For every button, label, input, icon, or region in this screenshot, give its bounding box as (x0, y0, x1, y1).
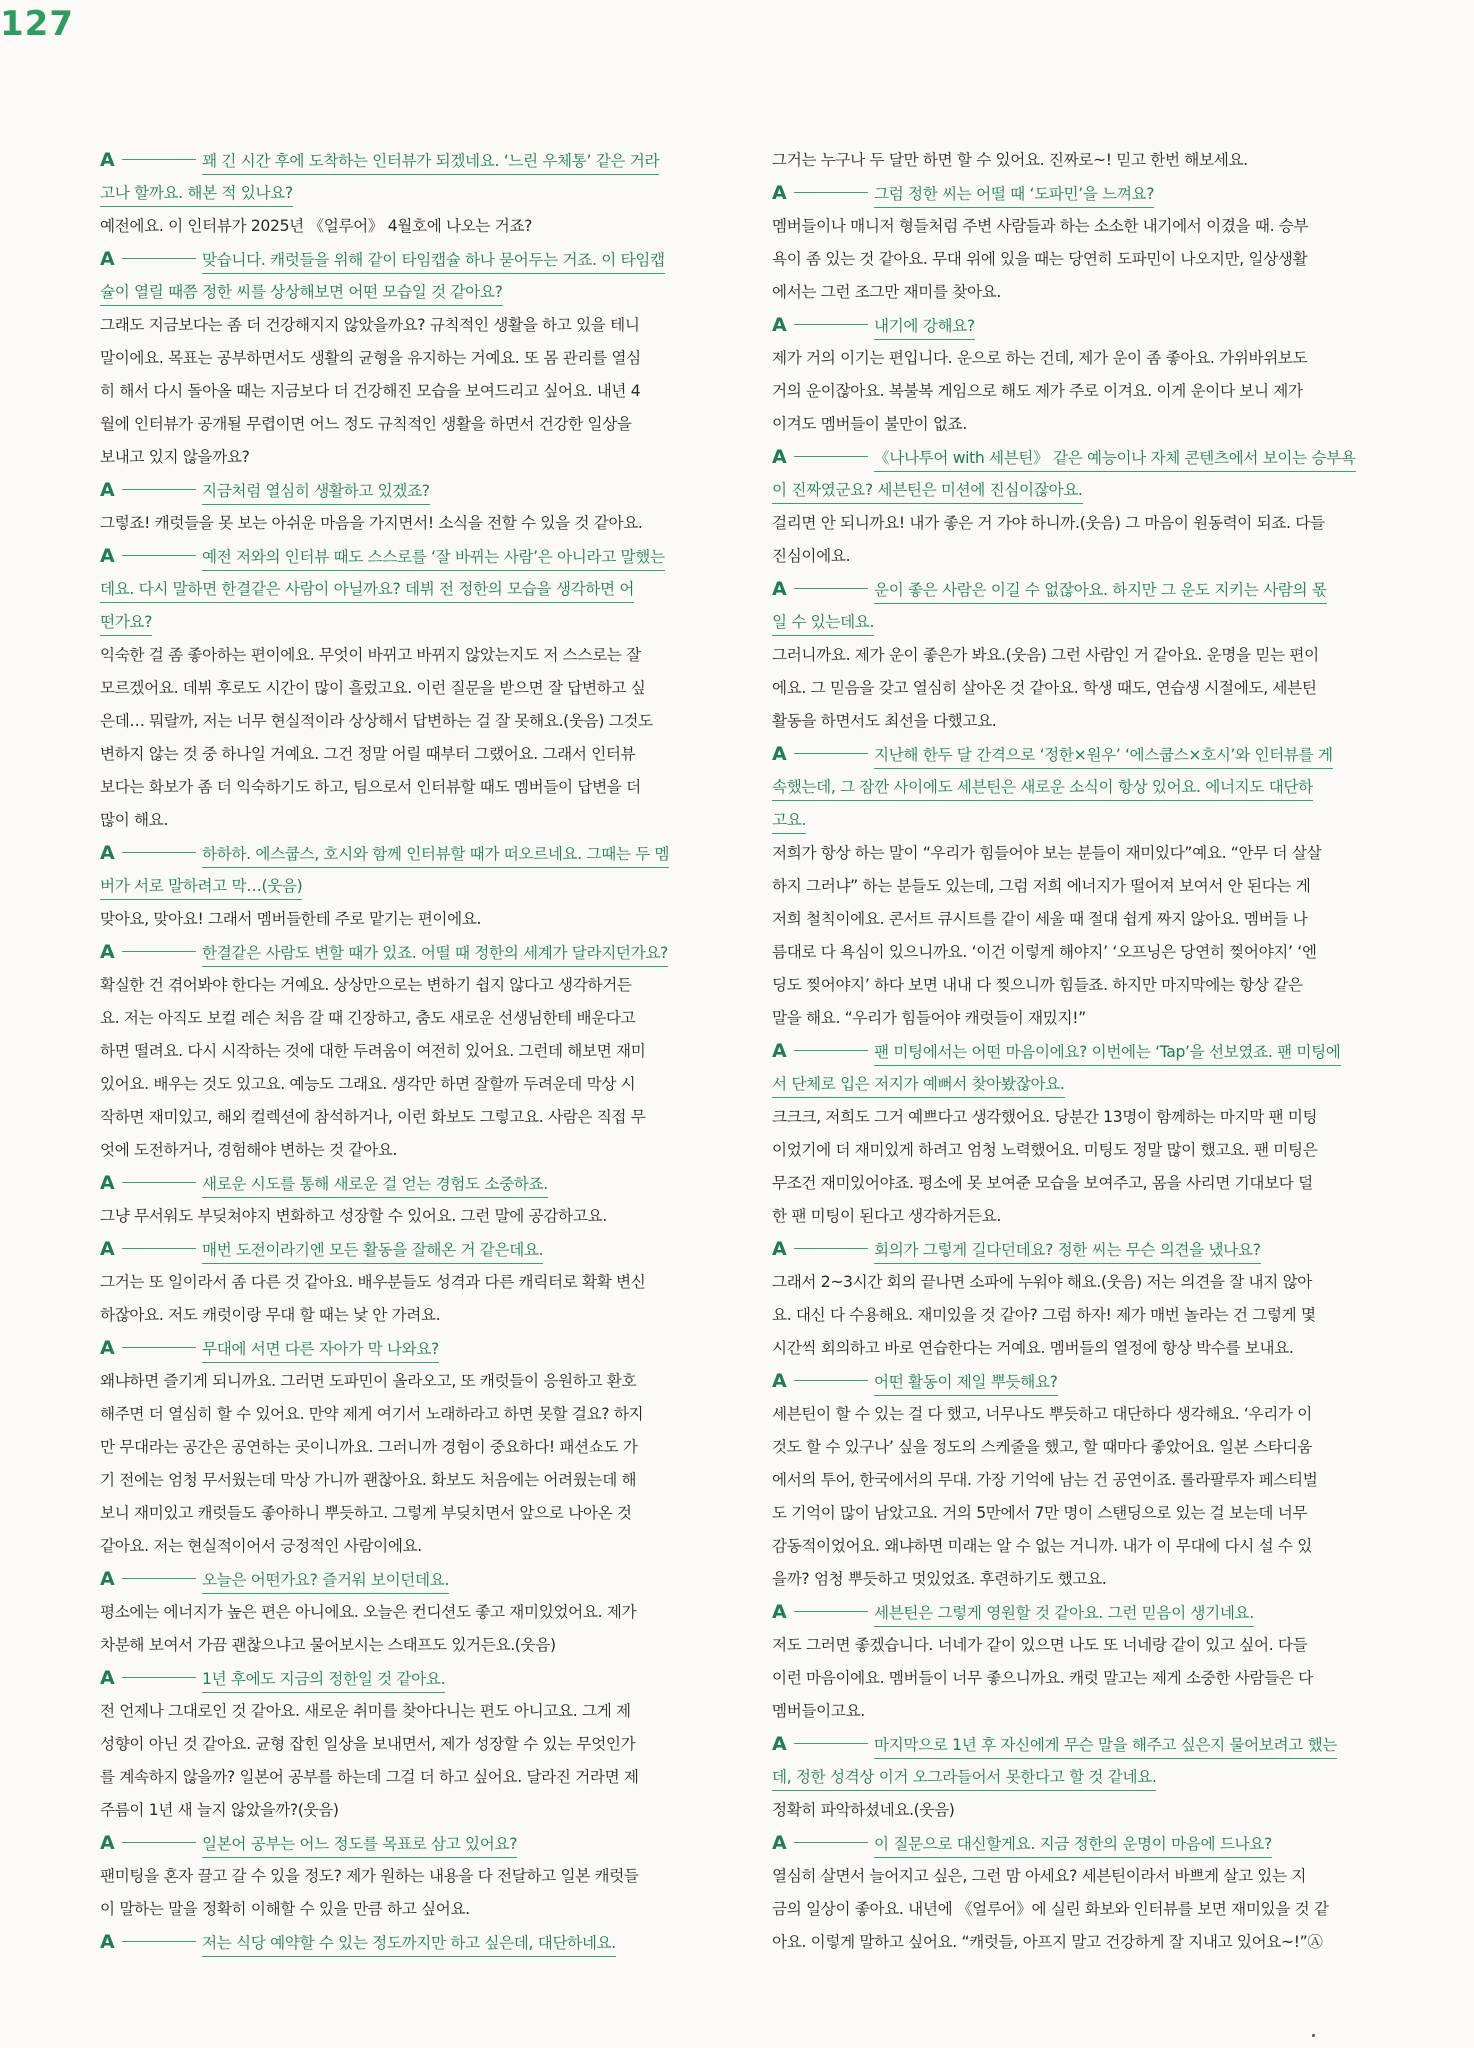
answer-text: 저희가 항상 하는 말이 “우리가 힘들어야 보는 분들이 재미있다”예요. “안무 더 살살 (772, 844, 1322, 862)
question-text: 서 단체로 입은 저지가 예뻐서 찾아봤잖아요. (772, 1071, 1065, 1098)
answer-line (772, 705, 1374, 738)
answer-text: 시간씩 회의하고 바로 연습한다는 거예요. 멤버들의 열정에 항상 박수를 보내요. (772, 1339, 1294, 1357)
answer-text: 맞아요, 맞아요! 그래서 멤버들한테 주로 맡기는 편이에요. (100, 910, 482, 928)
answer-line (772, 1497, 1374, 1530)
answer-line (100, 903, 702, 936)
answer-line (772, 1893, 1374, 1926)
question-marker: A (772, 1733, 787, 1755)
answer-line (772, 1134, 1374, 1167)
question-marker: A (100, 1832, 115, 1854)
answer-line (100, 1761, 702, 1794)
answer-text: 만 무대라는 공간은 공연하는 곳이니까요. 그러니까 경험이 중요하다! 패션쇼도 가 (100, 1438, 638, 1456)
answer-line (100, 507, 702, 540)
question-line (100, 243, 702, 276)
answer-text: 제가 거의 이기는 편입니다. 운으로 하는 건데, 제가 운이 좀 좋아요. 가위바위보도 (772, 349, 1308, 367)
answer-text: 보내고 있지 않을까요? (100, 448, 250, 466)
question-text: 꽤 긴 시간 후에 도착하는 인터뷰가 되겠네요. ‘느린 우체통’ 같은 거라 (202, 148, 659, 175)
answer-line (772, 1860, 1374, 1893)
question-text: 고나 할까요. 해본 적 있나요? (100, 180, 293, 207)
answer-text: 있어요. 배우는 것도 있고요. 예능도 그래요. 생각만 하면 잘할까 두려운데 막상 시 (100, 1075, 636, 1093)
answer-text: 활동을 하면서도 최선을 다했고요. (772, 712, 997, 730)
question-marker: A (100, 1337, 115, 1359)
answer-text: 하지 그러냐” 하는 분들도 있는데, 그럼 저희 에너지가 떨어져 보여서 안 된다는 게 (772, 877, 1311, 895)
answer-text: 멤버들이고요. (772, 1702, 865, 1720)
answer-text: 같아요. 저는 현실적이어서 긍정적인 사람이에요. (100, 1537, 422, 1555)
question-line (100, 1662, 702, 1695)
answer-text: 감동적이었어요. 왜냐하면 미래는 알 수 없는 거니까. 내가 이 무대에 다시 설 수 있 (772, 1537, 1312, 1555)
answer-text: 변하지 않는 것 중 하나일 거예요. 그건 정말 어릴 때부터 그랬어요. 그래서 인터뷰 (100, 745, 636, 763)
answer-line (100, 1695, 702, 1728)
answer-line (100, 1365, 702, 1398)
answer-line (772, 144, 1374, 177)
question-rule (122, 1841, 196, 1843)
answer-text: 그래서 2~3시간 회의 끝나면 소파에 누워야 해요.(웃음) 저는 의견을 잘 내지 않아 (772, 1273, 1313, 1291)
question-line (100, 837, 702, 870)
question-text: 슐이 열릴 때쯤 정한 씨를 상상해보면 어떤 모습일 것 같아요? (100, 279, 503, 306)
answer-text: 도 기억이 많이 남았고요. 거의 5만에서 7만 명이 스탠딩으로 있는 걸 보는데 너무 (772, 1504, 1308, 1522)
answer-line (100, 672, 702, 705)
question-marker: A (100, 1172, 115, 1194)
question-rule (122, 1247, 196, 1249)
question-marker: A (772, 446, 787, 468)
article-column-right (772, 144, 1374, 1959)
answer-text: 평소에는 에너지가 높은 편은 아니에요. 오늘은 컨디션도 좋고 재미있었어요. 제가 (100, 1603, 637, 1621)
question-rule (794, 1049, 868, 1051)
answer-line (100, 1299, 702, 1332)
question-marker: A (100, 1667, 115, 1689)
question-text: 예전 저와의 인터뷰 때도 스스로를 ‘잘 바뀌는 사람’은 아니라고 말했는 (202, 544, 665, 571)
answer-line (100, 771, 702, 804)
question-text: 저는 식당 예약할 수 있는 정도까지만 하고 싶은데, 대단하네요. (202, 1930, 616, 1957)
answer-line (772, 1629, 1374, 1662)
answer-text: 그렇죠! 캐럿들을 못 보는 아쉬운 마음을 가지면서! 소식을 전할 수 있을 것 같아요. (100, 514, 643, 532)
answer-text: 말이에요. 목표는 공부하면서도 생활의 균형을 유지하는 거예요. 또 몸 관리를 열심 (100, 349, 641, 367)
answer-text: 걸리면 안 되니까요! 내가 좋은 거 가야 하니까.(웃음) 그 마음이 원동력이 되죠. 다들 (772, 514, 1325, 532)
answer-line (772, 639, 1374, 672)
answer-text: 멤버들이나 매니저 형들처럼 주변 사람들과 하는 소소한 내기에서 이겼을 때. 승부 (772, 217, 1309, 235)
answer-line (772, 837, 1374, 870)
question-text: 속했는데, 그 잠깐 사이에도 세븐틴은 새로운 소식이 항상 있어요. 에너지도 대단하 (772, 774, 1313, 801)
answer-text: 욕이 좀 있는 것 같아요. 무대 위에 있을 때는 당연히 도파민이 나오지만, 일상생활 (772, 250, 1308, 268)
question-rule (122, 158, 196, 160)
question-text: 맞습니다. 캐럿들을 위해 같이 타임캡슐 하나 묻어두는 거죠. 이 타임캡 (202, 247, 665, 274)
question-text: 운이 좋은 사람은 이길 수 없잖아요. 하지만 그 운도 지키는 사람의 몫 (874, 577, 1327, 604)
question-text: 어떤 활동이 제일 뿌듯해요? (874, 1369, 1058, 1396)
question-line (772, 474, 1374, 507)
question-text: 이 진짜였군요? 세븐틴은 미션에 진심이잖아요. (772, 477, 1083, 504)
question-text: 새로운 시도를 통해 새로운 걸 얻는 경험도 소중하죠. (202, 1171, 548, 1198)
question-text: 세븐틴은 그렇게 영원할 것 같아요. 그런 믿음이 생기네요. (874, 1600, 1254, 1627)
answer-text: 저희 철칙이에요. 콘서트 큐시트를 같이 세울 때 절대 쉽게 짜지 않아요. 멤버들 나 (772, 910, 1308, 928)
question-rule (122, 554, 196, 556)
answer-text: 이었기에 더 재미있게 하려고 엄청 노력했어요. 미팅도 정말 많이 했고요. 팬 미팅은 (772, 1141, 1318, 1159)
question-text: 그럼 정한 씨는 어떨 때 ‘도파민’을 느껴요? (874, 181, 1154, 208)
answer-line (100, 969, 702, 1002)
answer-text: 은데… 뭐랄까, 저는 너무 현실적이라 상상해서 답변하는 걸 잘 못해요.(웃음) 그것도 (100, 712, 653, 730)
question-rule (122, 1346, 196, 1348)
question-rule (122, 1577, 196, 1579)
answer-line (772, 408, 1374, 441)
answer-text: 하잖아요. 저도 캐럿이랑 무대 할 때는 낯 안 가려요. (100, 1306, 441, 1324)
answer-line (772, 903, 1374, 936)
question-text: 1년 후에도 지금의 정한일 것 같아요. (202, 1666, 445, 1693)
question-line (100, 1563, 702, 1596)
answer-text: 그러니까요. 제가 운이 좋은가 봐요.(웃음) 그런 사람인 거 같아요. 운명을 믿는 편이 (772, 646, 1319, 664)
question-marker: A (100, 479, 115, 501)
question-text: 이 질문으로 대신할게요. 지금 정한의 운명이 마음에 드나요? (874, 1831, 1272, 1858)
question-line (772, 1596, 1374, 1629)
page-number: 127 (0, 4, 74, 44)
question-line (772, 1035, 1374, 1068)
answer-line (772, 1101, 1374, 1134)
question-marker: A (772, 314, 787, 336)
question-text: 오늘은 어떤가요? 즐거워 보이던데요. (202, 1567, 449, 1594)
question-text: 한결같은 사람도 변할 때가 있죠. 어떨 때 정한의 세계가 달라지던가요? (202, 940, 668, 967)
answer-text: 확실한 건 겪어봐야 한다는 거예요. 상상만으로는 변하기 쉽지 않다고 생각하거든 (100, 976, 632, 994)
question-line (100, 1332, 702, 1365)
answer-line (772, 1530, 1374, 1563)
question-rule (794, 191, 868, 193)
question-line (772, 771, 1374, 804)
answer-text: 름대로 다 욕심이 있으니까요. ‘이건 이렇게 해야지’ ‘오프닝은 당연히 찢어야지’ ‘엔 (772, 943, 1317, 961)
question-line (100, 474, 702, 507)
answer-line (100, 309, 702, 342)
answer-line (772, 243, 1374, 276)
question-text: 회의가 그렇게 길다던데요? 정한 씨는 무슨 의견을 냈나요? (874, 1237, 1261, 1264)
question-marker: A (100, 1568, 115, 1590)
question-text: 떤가요? (100, 609, 152, 636)
answer-line (100, 1530, 702, 1563)
answer-line (100, 1101, 702, 1134)
answer-text: 팬미팅을 혼자 끌고 갈 수 있을 정도? 제가 원하는 내용을 다 전달하고 일본 캐럿들 (100, 1867, 639, 1885)
answer-line (772, 1464, 1374, 1497)
answer-line (772, 1695, 1374, 1728)
question-line (772, 606, 1374, 639)
question-rule (794, 1379, 868, 1381)
answer-text: 성향이 아닌 것 같아요. 균형 잡힌 일상을 보내면서, 제가 성장할 수 있는 무엇인가 (100, 1735, 636, 1753)
speck-mark (1312, 2034, 1315, 2037)
answer-line (100, 1068, 702, 1101)
answer-text: 예전에요. 이 인터뷰가 2025년 《얼루어》 4월호에 나오는 거죠? (100, 217, 533, 235)
question-line (100, 144, 702, 177)
answer-text: 모르겠어요. 데뷔 후로도 시간이 많이 흘렀고요. 이런 질문을 받으면 잘 답변하고 싶 (100, 679, 646, 697)
answer-line (772, 276, 1374, 309)
answer-text: 을까? 엄청 뿌듯하고 멋있었죠. 후련하기도 했고요. (772, 1570, 1107, 1588)
answer-line (100, 1398, 702, 1431)
question-rule (794, 1841, 868, 1843)
answer-text: 저도 그러면 좋겠습니다. 너네가 같이 있으면 나도 또 너네랑 같이 있고 싶어. 다들 (772, 1636, 1308, 1654)
question-marker: A (100, 1238, 115, 1260)
answer-text: 작하면 재미있고, 해외 컬렉션에 참석하거나, 이런 화보도 그렇고요. 사람은 직접 무 (100, 1108, 646, 1126)
answer-text: 진심이에요. (772, 547, 851, 565)
answer-text: 하면 떨려요. 다시 시작하는 것에 대한 두려움이 여전히 있어요. 그런데 해보면 재미 (100, 1042, 646, 1060)
question-rule (122, 950, 196, 952)
question-line (100, 606, 702, 639)
answer-text: 그냥 무서워도 부딪쳐야지 변화하고 성장할 수 있어요. 그런 말에 공감하고요. (100, 1207, 607, 1225)
article-column-left (100, 144, 702, 1959)
answer-text: 이런 마음이에요. 멤버들이 너무 좋으니까요. 캐럿 말고는 제게 소중한 사람들은 다 (772, 1669, 1313, 1687)
question-line (772, 1068, 1374, 1101)
answer-line (772, 1662, 1374, 1695)
answer-line (772, 1332, 1374, 1365)
question-line (772, 177, 1374, 210)
question-rule (794, 752, 868, 754)
answer-line (100, 804, 702, 837)
question-text: 마지막으로 1년 후 자신에게 무슨 말을 해주고 싶은지 물어보려고 했는 (874, 1732, 1337, 1759)
answer-line (772, 936, 1374, 969)
answer-line (100, 1860, 702, 1893)
question-rule (122, 257, 196, 259)
answer-text: 전 언제나 그대로인 것 같아요. 새로운 취미를 찾아다니는 편도 아니고요. 그게 제 (100, 1702, 631, 1720)
question-line (772, 441, 1374, 474)
answer-text: 주름이 1년 새 늘지 않았을까?(웃음) (100, 1801, 339, 1819)
answer-line (772, 1200, 1374, 1233)
question-line (772, 1728, 1374, 1761)
answer-text: 보니 재미있고 캐럿들도 좋아하니 뿌듯하고. 그렇게 부딪치면서 앞으로 나아온 것 (100, 1504, 632, 1522)
question-rule (122, 851, 196, 853)
answer-line (772, 1794, 1374, 1827)
question-marker: A (100, 149, 115, 171)
question-line (100, 573, 702, 606)
question-text: 일본어 공부는 어느 정도를 목표로 삼고 있어요? (202, 1831, 517, 1858)
question-line (772, 1761, 1374, 1794)
answer-text: 차분해 보여서 가끔 괜찮으냐고 물어보시는 스태프도 있거든요.(웃음) (100, 1636, 556, 1654)
answer-line (772, 342, 1374, 375)
question-marker: A (772, 1601, 787, 1623)
question-rule (122, 488, 196, 490)
answer-line (772, 870, 1374, 903)
question-line (100, 1233, 702, 1266)
answer-text: 열심히 살면서 늘어지고 싶은, 그런 맘 아세요? 세븐틴이라서 바쁘게 살고 있는 지 (772, 1867, 1307, 1885)
answer-text: 기 전에는 엄청 무서웠는데 막상 가니까 괜찮아요. 화보도 처음에는 어려웠는데 해 (100, 1471, 637, 1489)
answer-text: 엇에 도전하거나, 경험해야 변하는 것 같아요. (100, 1141, 398, 1159)
answer-text: 세븐틴이 할 수 있는 걸 다 했고, 너무나도 뿌듯하고 대단하다 생각해요. ‘우리가 이 (772, 1405, 1312, 1423)
question-line (100, 177, 702, 210)
question-marker: A (772, 1832, 787, 1854)
question-line (772, 1233, 1374, 1266)
answer-text: 에서는 그런 조그만 재미를 찾아요. (772, 283, 1002, 301)
question-rule (794, 1247, 868, 1249)
answer-line (100, 1200, 702, 1233)
answer-text: 왜냐하면 즐기게 되니까요. 그러면 도파민이 올라오고, 또 캐럿들이 응원하고 환호 (100, 1372, 637, 1390)
question-line (100, 276, 702, 309)
answer-text: 이 말하는 말을 정확히 이해할 수 있을 만큼 하고 싶어요. (100, 1900, 470, 1918)
answer-line (100, 1134, 702, 1167)
answer-text: 거의 운이잖아요. 복불복 게임으로 해도 제가 주로 이겨요. 이게 운이다 보니 제가 (772, 382, 1303, 400)
answer-line (100, 1497, 702, 1530)
answer-line (772, 672, 1374, 705)
answer-line (772, 1563, 1374, 1596)
answer-line (772, 1002, 1374, 1035)
answer-text: 보다는 화보가 좀 더 익숙하기도 하고, 팀으로서 인터뷰할 때도 멤버들이 답변을 더 (100, 778, 641, 796)
question-line (100, 540, 702, 573)
question-marker: A (100, 842, 115, 864)
question-text: 무대에 서면 다른 자아가 막 나와요? (202, 1336, 439, 1363)
answer-text: 에요. 그 믿음을 갖고 열심히 살아온 것 같아요. 학생 때도, 연습생 시절에도, 세븐틴 (772, 679, 1317, 697)
answer-line (772, 375, 1374, 408)
question-text: 《나나투어 with 세븐틴》 같은 예능이나 자체 콘텐츠에서 보이는 승부욕 (874, 445, 1356, 472)
question-line (100, 936, 702, 969)
question-marker: A (772, 578, 787, 600)
question-marker: A (772, 1370, 787, 1392)
question-text: 일 수 있는데요. (772, 609, 874, 636)
answer-line (100, 1596, 702, 1629)
answer-line (772, 1431, 1374, 1464)
answer-line (100, 1431, 702, 1464)
question-line (100, 1827, 702, 1860)
answer-text: 그래도 지금보다는 좀 더 건강해지지 않았을까요? 규칙적인 생활을 하고 있을 테니 (100, 316, 640, 334)
question-line (772, 1827, 1374, 1860)
question-marker: A (100, 545, 115, 567)
question-text: 팬 미팅에서는 어떤 마음이에요? 이번에는 ‘Tap’을 선보였죠. 팬 미팅에 (874, 1039, 1341, 1066)
answer-line (100, 1629, 702, 1662)
question-line (100, 1926, 702, 1959)
question-marker: A (100, 941, 115, 963)
answer-line (100, 375, 702, 408)
question-text: 버가 서로 말하려고 막…(웃음) (100, 873, 302, 900)
question-rule (794, 1742, 868, 1744)
answer-line (772, 1398, 1374, 1431)
answer-text: 요. 저는 아직도 보컬 레슨 처음 갈 때 긴장하고, 춤도 새로운 선생님한테 배운다고 (100, 1009, 636, 1027)
answer-line (772, 1299, 1374, 1332)
question-line (100, 870, 702, 903)
answer-line (772, 210, 1374, 243)
answer-line (100, 639, 702, 672)
question-text: 데, 정한 성격상 이거 오그라들어서 못한다고 할 것 같네요. (772, 1764, 1156, 1791)
answer-line (100, 705, 702, 738)
question-text: 지금처럼 열심히 생활하고 있겠죠? (202, 478, 430, 505)
answer-text: 한 팬 미팅이 된다고 생각하거든요. (772, 1207, 1002, 1225)
answer-line (772, 969, 1374, 1002)
answer-line (100, 342, 702, 375)
answer-text: 무조건 재미있어야죠. 평소에 못 보여준 모습을 보여주고, 몸을 사리면 기대보다 덜 (772, 1174, 1313, 1192)
answer-line (772, 1167, 1374, 1200)
answer-line (100, 441, 702, 474)
question-marker: A (772, 743, 787, 765)
answer-text: 에서의 투어, 한국에서의 무대. 가장 기억에 남는 건 공연이죠. 롤라팔루자 페스티벌 (772, 1471, 1318, 1489)
answer-text: 그거는 누구나 두 달만 하면 할 수 있어요. 진짜로~! 믿고 한번 해보세요. (772, 151, 1248, 169)
question-line (772, 804, 1374, 837)
answer-text: 많이 해요. (100, 811, 169, 829)
answer-text: 월에 인터뷰가 공개될 무렵이면 어느 정도 규칙적인 생활을 하면서 건강한 일상을 (100, 415, 632, 433)
answer-line (100, 1464, 702, 1497)
answer-line (100, 1266, 702, 1299)
answer-text: 이겨도 멤버들이 불만이 없죠. (772, 415, 967, 433)
question-line (772, 309, 1374, 342)
question-rule (794, 455, 868, 457)
answer-line (100, 1035, 702, 1068)
question-rule (122, 1181, 196, 1183)
question-text: 하하하. 에스쿱스, 호시와 함께 인터뷰할 때가 떠오르네요. 그때는 두 멤 (202, 841, 669, 868)
answer-text: 해주면 더 열심히 할 수 있어요. 만약 제게 여기서 노래하라고 하면 못할 걸요? 하지 (100, 1405, 644, 1423)
answer-line (100, 210, 702, 243)
answer-line (100, 1002, 702, 1035)
question-text: 지난해 한두 달 간격으로 ‘정한×원우’ ‘에스쿱스×호시’와 인터뷰를 게 (874, 742, 1333, 769)
question-line (772, 1365, 1374, 1398)
answer-text: 히 해서 다시 돌아올 때는 지금보다 더 건강해진 모습을 보여드리고 싶어요. 내년 4 (100, 382, 641, 400)
answer-text: 요. 대신 다 수용해요. 재미있을 것 같아? 그럼 하자! 제가 매번 놀라는 건 그렇게 몇 (772, 1306, 1316, 1324)
answer-line (100, 1794, 702, 1827)
answer-text: 익숙한 걸 좀 좋아하는 편이에요. 무엇이 바뀌고 바뀌지 않았는지도 저 스스로는 잘 (100, 646, 641, 664)
answer-text: 금의 일상이 좋아요. 내년에 《얼루어》에 실린 화보와 인터뷰를 보면 재미있을 것 같 (772, 1900, 1329, 1918)
answer-line (100, 1893, 702, 1926)
question-text: 데요. 다시 말하면 한결같은 사람이 아닐까요? 데뷔 전 정한의 모습을 생각하면 어 (100, 576, 634, 603)
answer-text: 그거는 또 일이라서 좀 다른 것 같아요. 배우분들도 성격과 다른 캐릭터로 확확 변신 (100, 1273, 646, 1291)
answer-text: 정확히 파악하셨네요.(웃음) (772, 1801, 955, 1819)
question-marker: A (100, 1931, 115, 1953)
answer-line (772, 1266, 1374, 1299)
question-line (772, 738, 1374, 771)
question-text: 내기에 강해요? (874, 313, 975, 340)
question-marker: A (772, 182, 787, 204)
answer-line (100, 738, 702, 771)
answer-line (772, 507, 1374, 540)
answer-text: 딩도 찢어야지’ 하다 보면 내내 다 찢으니까 힘들죠. 하지만 마지막에는 항상 같은 (772, 976, 1303, 994)
question-line (100, 1167, 702, 1200)
question-line (772, 573, 1374, 606)
answer-text: 크크크, 저희도 그거 예쁘다고 생각했어요. 당분간 13명이 함께하는 마지막 팬 미팅 (772, 1108, 1318, 1126)
answer-line (772, 1926, 1374, 1959)
question-rule (794, 323, 868, 325)
question-rule (122, 1940, 196, 1942)
answer-text: 것도 할 수 있구나’ 싶을 정도의 스케줄을 했고, 할 때마다 좋았어요. 일본 스타디움 (772, 1438, 1312, 1456)
answer-text: 를 계속하지 않을까? 일본어 공부를 하는데 그걸 더 하고 싶어요. 달라진 거라면 제 (100, 1768, 639, 1786)
question-text: 매번 도전이라기엔 모든 활동을 잘해온 거 같은데요. (202, 1237, 543, 1264)
answer-line (772, 540, 1374, 573)
answer-line (100, 408, 702, 441)
answer-text: 말을 해요. “우리가 힘들어야 캐럿들이 재밌지!” (772, 1009, 1086, 1027)
question-rule (794, 587, 868, 589)
answer-line (100, 1728, 702, 1761)
answer-text: 아요. 이렇게 말하고 싶어요. “캐럿들, 아프지 말고 건강하게 잘 지내고 있어요~!”Ⓐ (772, 1933, 1323, 1951)
question-marker: A (772, 1040, 787, 1062)
question-text: 고요. (772, 807, 806, 834)
question-marker: A (100, 248, 115, 270)
question-marker: A (772, 1238, 787, 1260)
question-rule (122, 1676, 196, 1678)
question-rule (794, 1610, 868, 1612)
